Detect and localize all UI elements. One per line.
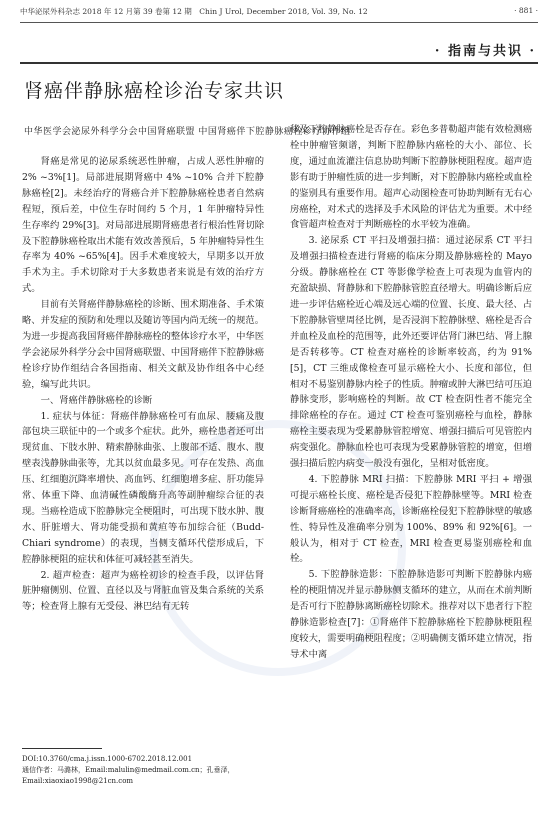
article-title: 肾癌伴静脉癌栓诊治专家共识 [24,80,285,102]
section-label: · 指南与共识 · [434,44,536,59]
running-header [20,6,538,23]
paragraph-purpose: 目前有关肾癌伴静脉癌栓的诊断、围术期准备、手术策略、并发症的预防和处理以及随访等国内尚无统一的规范。为进一步提高我国肾癌伴静脉癌栓的整体诊疗水平，中华医学会泌尿外科学分会中国肾癌联盟、中国肾癌伴下腔静脉癌栓诊疗协作组结合各国指南、相关文献及协作组各中心经验，编写此共识。 [22,299,264,390]
footnotes [22,754,272,787]
left-column [22,154,264,615]
paragraph-mri: 4. 下腔静脉 MRI 扫描：下腔静脉 MRI 平扫 + 增强可提示癌栓长度、癌栓是否侵犯下腔静脉壁等。MRI 检查诊断肾癌癌栓的准确率高，诊断癌栓侵犯下腔静脉壁的敏感性、特异性及准确率分别为 100%、89% 和 92%[6]。一般认为，相对于 CT 检查，MRI 检查更易鉴别癌栓和血栓。 [290,473,532,565]
paragraph-ultrasound-cont: 移及下腔静脉癌栓是否存在。彩色多普勒超声能有效检测癌栓中肿瘤管频谱，判断下腔静脉内癌栓的大小、部位、长度，通过血流灌注信息协助判断下腔静脉梗阻程度。超声造影有助于肿瘤性质的进一步判断，对下腔静脉内癌栓或血栓的鉴别具有重要作用。超声心动图检查可协助判断有无右心房癌栓，对术式的选择及手术风险的评估尤为重要。术中经食管超声检查对于判断癌栓的水平较为准确。 [290,124,532,231]
footnote-doi: DOI:10.3760/cma.j.issn.1000-6702.2018.12.001 [22,755,193,763]
paragraph-ct: 3. 泌尿系 CT 平扫及增强扫描：通过泌尿系 CT 平扫及增强扫描检查进行肾癌的临床分期及静脉癌栓的 Mayo 分级。静脉癌栓在 CT 等影像学检查上可表现为血管内的充盈缺损、肾静脉和下腔静脉管腔直径增大。明确诊断后应进一步评估癌栓近心端及远心端的位置、长度、最大径、占下腔静脉管壁周径比例，是否浸润下腔静脉壁、癌栓是否合并血栓及血栓的范围等，此外还要评估肾门淋巴结、肾上腺是否转移等。CT 检查对癌栓的诊断率较高，约为 91%[5]，CT 三维成像检查可显示癌栓大小、长度和部位，但相对不易鉴别静脉内栓子的性质。肿瘤或肿大淋巴结可压迫静脉变形，影响癌栓的判断。故 CT 检查阴性者不能完全排除癌栓的存在。通过 CT 检查可鉴别癌栓与血栓，静脉癌栓主要表现为受累静脉管腔增宽、增强扫描后可见管腔内病变强化。静脉血栓也可表现为受累静脉管腔的增宽，但增强扫描后腔内病变一般没有强化，呈相对低密度。 [290,235,532,470]
journal-citation: 中华泌尿外科杂志 2018 年 12 月第 39 卷第 12 期 Chin J Urol, December 2018, Vol. 39, No. 12 [20,7,368,16]
paragraph-venography: 5. 下腔静脉造影：下腔静脉造影可判断下腔静脉内癌栓的梗阻情况并显示静脉侧支循环的建立，从而在术前判断是否可行下腔静脉离断癌栓切除术。推荐对以下患者行下腔静脉造影检查[7]：①肾癌伴下腔静脉癌栓下腔静脉梗阻程度较大，需要明确梗阻程度；②明确侧支循环建立情况，指导术中离 [290,569,532,660]
paragraph-intro: 肾癌是常见的泌尿系统恶性肿瘤，占成人恶性肿瘤的 2% ~3%[1]。局部进展期肾癌中 4% ~10% 合并下腔静脉癌栓[2]。未经治疗的肾癌合并下腔静脉癌栓患者自然病程短，预后差，中位生存时间约 5 个月，1 年肿瘤特异性生存率约 29%[3]。对局部进展期肾癌患者行根治性肾切除及下腔静脉癌栓取出术能有效改善预后，5 年肿瘤特异性生存率为 40% ~65%[4]。因手术难度较大，早期多以开放手术为主。手术切除对于大多数患者来说是有效的治疗方式。 [22,156,264,295]
author-line: 中华医学会泌尿外科学分会中国肾癌联盟 中国肾癌伴下腔静脉癌栓诊疗协作组 [24,127,351,137]
paragraph-ultrasound: 2. 超声检查：超声为癌栓初诊的检查手段，以评估肾脏肿瘤侧别、位置、直径以及与肾脏血管及集合系统的关系等；检查肾上腺有无受侵、淋巴结有无转 [22,569,264,613]
page-number: · 881 · [514,6,538,15]
footnote-corresponding-author: 通信作者：马潞林，Email:malulin@medmail.com.cn；孔垂泽， [22,766,235,774]
footnote-email: Email:xiaoxiao1998@21cn.com [22,777,134,785]
section-divider [20,62,538,64]
section-heading-diagnosis: 一、肾癌伴静脉癌栓的诊断 [40,394,153,406]
right-column [290,122,532,663]
footnote-rule [22,748,102,749]
paragraph-symptoms: 1. 症状与体征：肾癌伴静脉癌栓可有血尿、腰痛及腹部包块三联征中的一个或多个症状。此外，癌栓患者还可出现贫血、下肢水肿、精索静脉曲张、上腹部不适、腹水、腹壁表浅静脉曲张等，尤其以贫血最多见。可存在发热、高血压、红细胞沉降率增快、高血钙、红细胞增多症、肝功能异常、体重下降、血清碱性磷酸酶升高等副肿瘤综合征的表现。当癌栓造成下腔静脉完全梗阻时，可出现下肢水肿、腹水、肝脏增大、肾功能受损和黄疸等布加综合征（Budd-Chiari syndrome）的表现，当侧支循环代偿形成后，下腔静脉梗阻的症状和体征可减轻甚至消失。 [22,410,264,565]
